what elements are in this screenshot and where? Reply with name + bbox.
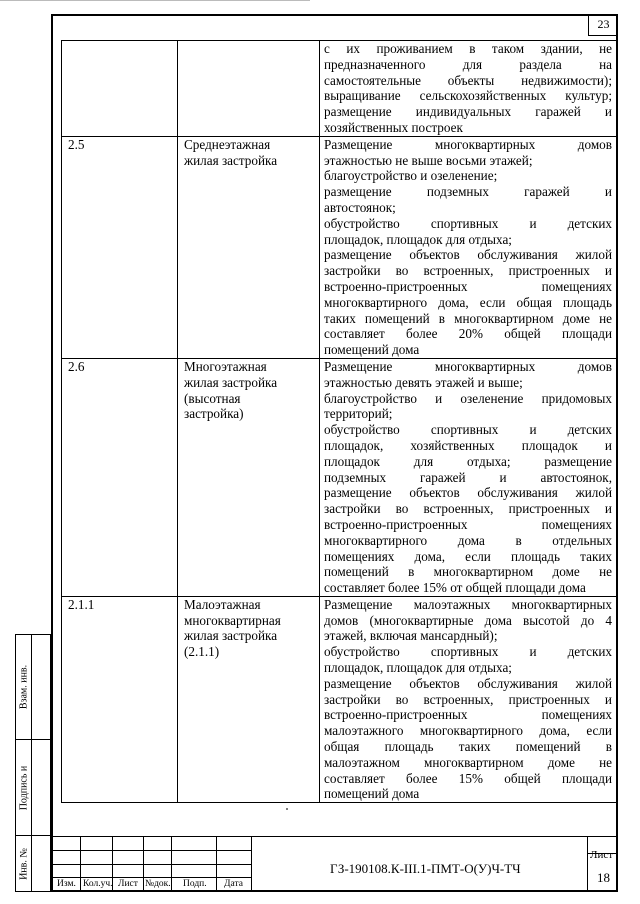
row-name-line: (2.1.1)	[184, 644, 220, 660]
row-description-line: застройки во встроенных, пристроенных и	[324, 263, 612, 279]
row-name-line: застройка)	[184, 406, 244, 422]
row-description-line: общая площадь таких помещений в	[324, 739, 612, 755]
side-stamp-signature	[15, 740, 51, 836]
row-description-line: благоустройство и озеленение;	[324, 168, 498, 184]
caption-izm: Изм.	[57, 879, 76, 889]
row-description-line: хозяйственных построек	[324, 119, 463, 135]
row-name	[178, 136, 320, 358]
row-description-line: многоквартирного дома, если общая площадь	[324, 294, 612, 310]
row-description-line: застройки во встроенных, пристроенных и	[324, 501, 612, 517]
caption-list: Лист	[118, 879, 138, 889]
row-code: 2.6	[62, 358, 178, 596]
row-description-line: домов (многоквартирные дома высотой до 4	[324, 612, 612, 628]
row-name	[178, 358, 320, 596]
table-row	[62, 136, 617, 358]
row-description-line: размещение объектов обслуживания жилой	[324, 675, 612, 691]
caption-podp: Подп.	[183, 879, 207, 889]
row-description-line: размещение подземных гаражей и	[324, 184, 612, 200]
top-edge-line	[0, 0, 310, 1]
row-description	[320, 596, 617, 802]
row-description-line: помещений дома	[324, 786, 420, 802]
row-name	[178, 41, 320, 137]
row-description-line: малоэтажного многоквартирного дома, если	[324, 723, 612, 739]
row-description-line: Размещение многоквартирных домов	[324, 358, 612, 374]
row-description-line: размещение объектов обслуживания жилой	[324, 247, 612, 263]
table-row	[62, 358, 617, 596]
row-description-line: составляет более 15% общей площади	[324, 770, 612, 786]
side-label-replace-inv: Взам. инв.	[18, 664, 29, 710]
row-description-line: составляет более 20% общей площади	[324, 326, 612, 342]
row-description-line: обустройство спортивных и детских	[324, 215, 612, 231]
row-code	[62, 41, 178, 137]
row-description	[320, 358, 617, 596]
page-number: 23	[588, 14, 618, 36]
row-description-line: выращивание сельскохозяйственных культур;	[324, 88, 612, 104]
row-name-line: жилая застройка	[184, 374, 278, 390]
row-description	[320, 136, 617, 358]
document-code: ГЗ-190108.К-III.1-ПМТ-О(У)Ч-ТЧ	[330, 861, 521, 876]
table-row	[62, 41, 617, 137]
scan-speck	[286, 808, 288, 810]
row-name-line: Среднеэтажная	[184, 136, 271, 152]
side-label-inv-no: Инв. №	[18, 847, 29, 880]
row-description-line: Размещение многоквартирных домов	[324, 136, 612, 152]
row-description-line: встроенно-пристроенных помещениях	[324, 278, 612, 294]
row-description-line: Размещение малоэтажных многоквартирных	[324, 596, 612, 612]
row-description-line: застройки во встроенных, пристроенных и	[324, 691, 612, 707]
caption-data: Дата	[224, 879, 243, 889]
row-name-line: жилая застройка	[184, 152, 278, 168]
row-description-line: обустройство спортивных и детских	[324, 422, 612, 438]
row-description-line: помещениях дома, если площадь таких	[324, 548, 612, 564]
row-description-line: автостоянок;	[324, 199, 396, 215]
row-description-line: встроенно-пристроенных помещениях	[324, 707, 612, 723]
row-description-line: помещений в многоквартирном доме не	[324, 564, 612, 580]
row-description-line: составляет более 15% от общей площади дома	[324, 580, 586, 596]
row-name-line: многоквартирная	[184, 612, 281, 628]
row-description-line: обустройство спортивных и детских	[324, 644, 612, 660]
row-description-line: самостоятельные объекты недвижимости);	[324, 72, 612, 88]
caption-ndok: №док.	[145, 879, 171, 889]
side-stamp-inv-no	[15, 836, 51, 892]
row-description-line: малоэтажном многоквартирном доме не	[324, 754, 612, 770]
side-stamp-replace-inv	[15, 634, 51, 740]
row-name-line: Малоэтажная	[184, 596, 261, 612]
row-description-line: многоквартирного дома в отдельных	[324, 532, 612, 548]
row-description-line: этажностью не выше восьми этажей;	[324, 152, 533, 168]
row-description-line: с их проживанием в таком здании, не	[324, 41, 612, 56]
row-description-line: площадок, площадок для отдыха;	[324, 231, 512, 247]
row-description-line: территорий;	[324, 406, 393, 422]
row-description-line: помещений дома	[324, 342, 420, 358]
row-name-line: Многоэтажная	[184, 358, 267, 374]
row-name	[178, 596, 320, 802]
row-code: 2.1.1	[62, 596, 178, 802]
caption-kol-uch: Кол.уч.	[83, 879, 113, 889]
sheet-label: Лист	[590, 849, 614, 861]
row-description-line: таких помещений в многоквартирном доме не	[324, 310, 612, 326]
row-description-line: площадок, площадок для отдыха;	[324, 660, 512, 676]
row-code: 2.5	[62, 136, 178, 358]
row-description-line: площадок, хозяйственных площадок и	[324, 437, 612, 453]
row-name-line: жилая застройка	[184, 628, 278, 644]
row-description-line: этажностью девять этажей и выше;	[324, 374, 523, 390]
row-description-line: подземных гаражей и автостоянок,	[324, 469, 612, 485]
sheet-number: 18	[597, 870, 610, 885]
table-row	[62, 596, 617, 802]
row-description-line: размещение объектов обслуживания жилой	[324, 485, 612, 501]
row-description-line: встроенно-пристроенных помещениях	[324, 516, 612, 532]
row-description-line: благоустройство и озеленение придомовых	[324, 390, 612, 406]
land-use-table	[61, 40, 617, 803]
side-label-signature: Подпись и	[18, 765, 29, 810]
row-description-line: площадок для отдыха; размещение	[324, 453, 612, 469]
row-description-line: этажей, включая мансардный);	[324, 628, 498, 644]
row-description	[320, 41, 617, 137]
row-name-line: (высотная	[184, 390, 241, 406]
row-description-line: предназначенного для раздела на	[324, 56, 612, 72]
row-description-line: размещение индивидуальных гаражей и	[324, 104, 612, 120]
